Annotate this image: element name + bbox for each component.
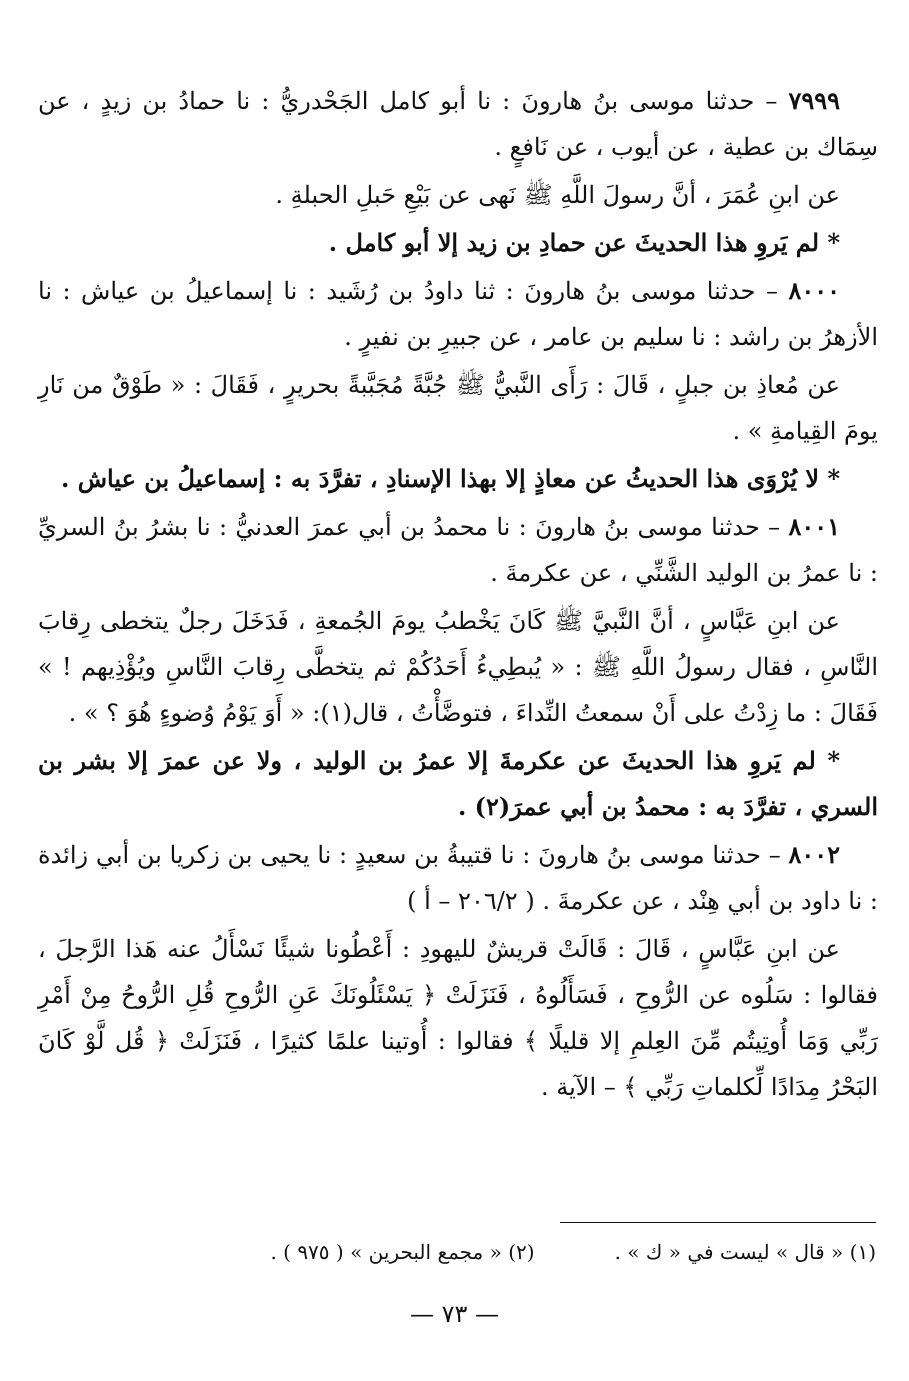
hadith-text-8000: عن مُعاذِ بن جبلٍ ، قَالَ : رَأَى النَّبيُّ ﷺ جُبَّةً مُجَبَّبةً بحريرٍ ، فَقَالَ : « طَوْقٌ من نَارِ يومَ القِيامةِ » .: [38, 371, 878, 445]
isnad-text: – حدثنا موسى بنُ هارونَ : ثنا داودُ بن رُشَيد : نا إسماعيلُ بن عياش : نا الأزهرُ بن راشد : نا سليم بن عامر ، عن جبيرِ بن نفيرٍ .: [38, 277, 878, 351]
footnote-2: (٢) « مجمع البحرين » ( ٩٧٥ ) .: [270, 1240, 535, 1264]
hadith-note-7999: * لم يَروِ هذا الحديثَ عن حمادِ بن زيد إلا أبو كامل .: [328, 228, 840, 257]
hadith-text-7999: عن ابنِ عُمَرَ ، أنَّ رسولَ اللَّهِ ﷺ نَهى عن بَيْعِ حَبلِ الحبلةِ .: [275, 181, 840, 209]
hadith-number: ٨٠٠٠: [788, 276, 840, 305]
hadith-text-8001: عن ابنِ عَبَّاسٍ ، أنَّ النَّبيَّ ﷺ كَانَ يَخْطبُ يومَ الجُمعةِ ، فَدَخَلَ رجلٌ يتخطى رِقابَ النَّاسِ ، فقال رسولُ اللَّهِ ﷺ : « يُبطِيءُ أَحَدُكُمْ ثم يتخطَّى رِقابَ النَّاسِ ويُؤْذِيهم ! » فَقَالَ : ما زِدْتُ على أَنْ سمعتُ النِّداءَ ، فتوضَّأْتُ ، قال(١): « أَوَ يَوْمُ وُضوءٍ هُوَ ؟ » .: [38, 607, 878, 727]
footnotes: [80, 1232, 876, 1272]
hadith-chain-8000: [38, 268, 878, 360]
footnote-1: (١) « قال » ليست في « ك » .: [614, 1240, 876, 1264]
hadith-chain-8002: [38, 832, 878, 924]
isnad-text: – حدثنا موسى بنُ هارونَ : نا قتيبةُ بن سعيدٍ : نا يحيى بن زكريا بن أبي زائدة : نا داود بن أبي هِنْد ، عن عكرمةَ . ( ٢٠٦/٢ – أ ): [38, 841, 878, 915]
hadith-number: ٨٠٠٢: [788, 840, 840, 869]
footnote-divider: [560, 1222, 876, 1223]
hadith-chain-8001: [38, 504, 878, 596]
hadith-number: ٨٠٠١: [788, 512, 840, 541]
hadith-number: ٧٩٩٩: [788, 86, 840, 115]
hadith-note-8001: * لم يَروِ هذا الحديثَ عن عكرمةَ إلا عمرُ بن الوليد ، ولا عن عمرَ إلا بشر بن السري ، تفرَّدَ به : محمدُ بن أبي عمرَ(٢) .: [38, 746, 878, 821]
isnad-text: – حدثنا موسى بنُ هارونَ : نا أبو كامل الجَحْدريُّ : نا حمادُ بن زيدٍ ، عن سِمَاك بن عطية ، عن أيوب ، عن نَافعٍ .: [38, 87, 878, 161]
hadith-note-8000: * لا يُرْوَى هذا الحديثُ عن معاذٍ إلا بهذا الإسنادِ ، تفرَّدَ به : إسماعيلُ بن عياش .: [61, 464, 840, 493]
hadith-chain-7999: [38, 78, 878, 170]
hadith-text-8002: عن ابنِ عَبَّاسٍ ، قَالَ : قَالَتْ قريشٌ لليهودِ : أَعْطُونا شيئًا نَسْأَلُ عنه هَذا الرَّجلَ ، فقالوا : سَلُوه عن الرُّوحِ ، فَسَأَلُوهُ ، فَنَزَلَتْ ﴿ يَسْئَلُونَكَ عَنِ الرُّوحِ قُلِ الرُّوحُ مِنْ أَمْرِ رَبِّي وَمَا أُوتِيتُم مِّنَ العِلمِ إلا قليلًا ﴾ فقالوا : أُوتينا علمًا كثيرًا ، فَنَزَلَتْ ﴿ قُل لَّوْ كَانَ البَحْرُ مِدَادًا لِّكلماتِ رَبِّي ﴾ – الآية .: [38, 935, 878, 1101]
isnad-text: – حدثنا موسى بنُ هارونَ : نا محمدُ بن أبي عمرَ العدنيُّ : نا بشرُ بنُ السريِّ : نا عمرُ بن الوليد الشَّنِّي ، عن عكرمةَ .: [38, 513, 878, 587]
page-number: — ٧٣ —: [409, 1300, 500, 1328]
document-body: [38, 78, 878, 1112]
